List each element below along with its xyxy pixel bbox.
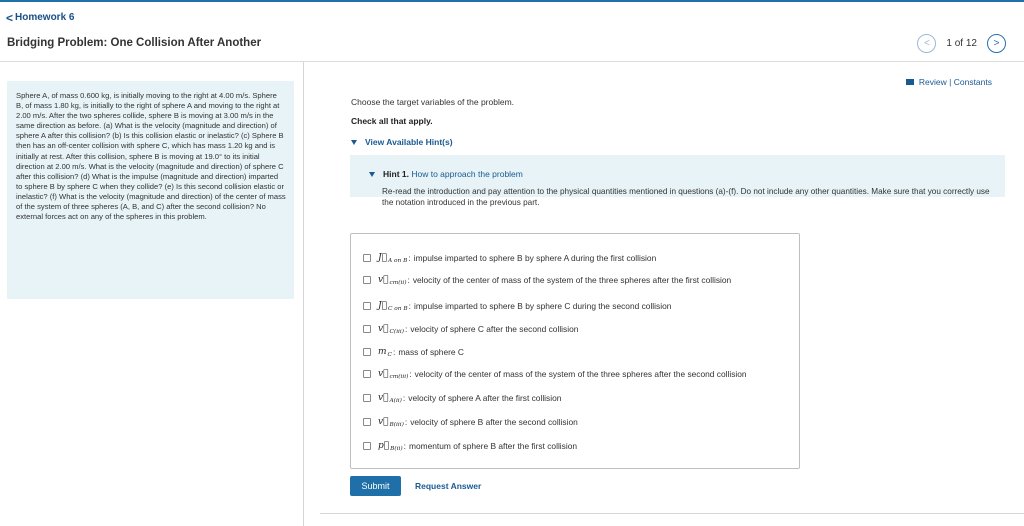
option-label: impulse imparted to sphere B by sphere C during the second collision (413, 301, 672, 311)
option-label: mass of sphere C (398, 347, 464, 357)
option-label: velocity of sphere A after the first collision (408, 393, 562, 403)
option-subscript: cm(ii) (389, 280, 407, 286)
option-subscript: B(ii) (390, 446, 403, 452)
option-symbol: m (378, 347, 387, 357)
option-mass-c[interactable]: m C : mass of sphere C (363, 347, 464, 357)
review-constants-link[interactable] (906, 77, 992, 87)
option-pb-first[interactable]: p⃗ B(ii) : momentum of sphere B after the first collision (363, 441, 577, 451)
page-title: Bridging Problem: One Collision After Another (7, 37, 262, 49)
option-subscript: C on B (388, 306, 408, 312)
checkbox[interactable] (363, 276, 371, 284)
next-item-button[interactable] (987, 34, 1006, 53)
option-symbol: v⃗ (378, 275, 389, 285)
checkbox[interactable] (363, 394, 371, 402)
pager (917, 34, 1006, 53)
option-vb-second[interactable]: v⃗ B(iii) : velocity of sphere B after the second collision (363, 417, 578, 427)
chevron-left-icon: < (6, 10, 14, 25)
option-label: velocity of the center of mass of the system of the three spheres after the first collision (412, 275, 732, 285)
option-subscript: A(ii) (389, 398, 402, 404)
option-symbol: v⃗ (378, 369, 389, 379)
option-subscript: A on B (388, 258, 408, 264)
caret-down-icon (369, 172, 375, 177)
option-subscript: cm(iii) (389, 374, 409, 380)
option-symbol: v⃗ (378, 324, 389, 334)
option-symbol: v⃗ (378, 393, 389, 403)
checkbox[interactable] (363, 418, 371, 426)
checkbox[interactable] (363, 348, 371, 356)
request-answer-link[interactable]: Request Answer (415, 481, 482, 491)
option-subscript: B(iii) (389, 422, 404, 428)
checkbox[interactable] (363, 302, 371, 310)
part-instruction: Choose the target variables of the problem. (351, 97, 515, 107)
check-all-note: Check all that apply. (351, 116, 433, 126)
chevron-right-icon: > (993, 38, 1000, 49)
pager-count: 1 of 12 (946, 38, 977, 49)
option-label: velocity of sphere C after the second collision (410, 324, 579, 334)
option-label: velocity of the center of mass of the system of the three spheres after the second collision (414, 369, 747, 379)
hint-number: Hint 1. (383, 169, 409, 179)
checkbox[interactable] (363, 442, 371, 450)
option-label: velocity of sphere B after the second collision (410, 417, 578, 427)
bottom-divider (320, 513, 1024, 514)
back-link-label: Homework 6 (15, 12, 75, 23)
review-icon (906, 79, 914, 85)
problem-statement-panel (7, 81, 294, 299)
caret-down-icon (351, 140, 357, 145)
view-hints-label: View Available Hint(s) (365, 137, 453, 147)
option-vc-second[interactable]: v⃗ C(iii) : velocity of sphere C after the second collision (363, 324, 578, 334)
option-vcm-first[interactable]: v⃗ cm(ii) : velocity of the center of mass of the system of the three spheres after the first collision (363, 275, 731, 285)
option-vcm-second[interactable]: v⃗ cm(iii) : velocity of the center of mass of the system of the three spheres after the second collision (363, 369, 747, 379)
hint-title[interactable] (369, 169, 523, 179)
hint-panel (350, 155, 1005, 207)
problem-text: Sphere A, of mass 0.600 kg, is initially moving to the right at 4.00 m/s. Sphere B, of mass 1.80 kg, is initially to the right of sphere A and moving to the right at 2.00 m/s. After the two spheres collide, sphere B is moving at 3.00 m/s in the same direction as before. (a) What is the velocity (magnitude and direction) of sphere A after this collision? (b) Is this collision elastic or inelastic? (c) Sphere B then has an off-center collision with sphere C, which has mass 1.20 kg and is initially at rest. After this collision, sphere B is moving at 19.0° to its initial direction at 2.00 m/s. What is the velocity (magnitude and direction) of sphere C after this collision? (d) What is the impulse (magnitude and direction) imparted to sphere B by sphere C when they collide? (e) Is this second collision elastic or inelastic? (f) What is the velocity (magnitude and direction) of the center of mass of the system of three spheres (A, B, and C) after the second collision? No external forces act on any of the spheres in this problem. (16, 91, 286, 222)
option-symbol: p⃗ (378, 441, 390, 451)
option-impulse-c-on-b[interactable]: J⃗ C on B : impulse imparted to sphere B by sphere C during the second collision (363, 301, 671, 311)
option-subscript: C (387, 352, 392, 358)
checkbox[interactable] (363, 325, 371, 333)
option-subscript: C(iii) (389, 329, 405, 335)
previous-item-button[interactable] (917, 34, 936, 53)
chevron-left-icon: < (923, 38, 930, 49)
back-to-homework-link[interactable] (6, 12, 74, 23)
view-hints-toggle[interactable] (351, 137, 453, 147)
review-constants-label: Review | Constants (918, 77, 992, 87)
option-symbol: v⃗ (378, 417, 389, 427)
option-symbol: J⃗ (378, 253, 388, 263)
hint-title-text: How to approach the problem (411, 169, 523, 179)
column-divider (303, 62, 304, 526)
checkbox[interactable] (363, 254, 371, 262)
option-va-first[interactable]: v⃗ A(ii) : velocity of sphere A after the first collision (363, 393, 561, 403)
top-bar (0, 0, 1024, 62)
option-impulse-a-on-b[interactable]: J⃗ A on B : impulse imparted to sphere B by sphere A during the first collision (363, 253, 656, 263)
option-label: impulse imparted to sphere B by sphere A during the first collision (413, 253, 657, 263)
answer-options-box (350, 233, 800, 469)
option-symbol: J⃗ (378, 301, 388, 311)
submit-button[interactable]: Submit (350, 476, 401, 496)
option-label: momentum of sphere B after the first collision (409, 441, 578, 451)
hint-body: Re-read the introduction and pay attention to the physical quantities mentioned in questions (a)-(f). Do not include any other quantities. Make sure that you correctly use the notation introduced in the previous part. (382, 187, 990, 207)
checkbox[interactable] (363, 370, 371, 378)
